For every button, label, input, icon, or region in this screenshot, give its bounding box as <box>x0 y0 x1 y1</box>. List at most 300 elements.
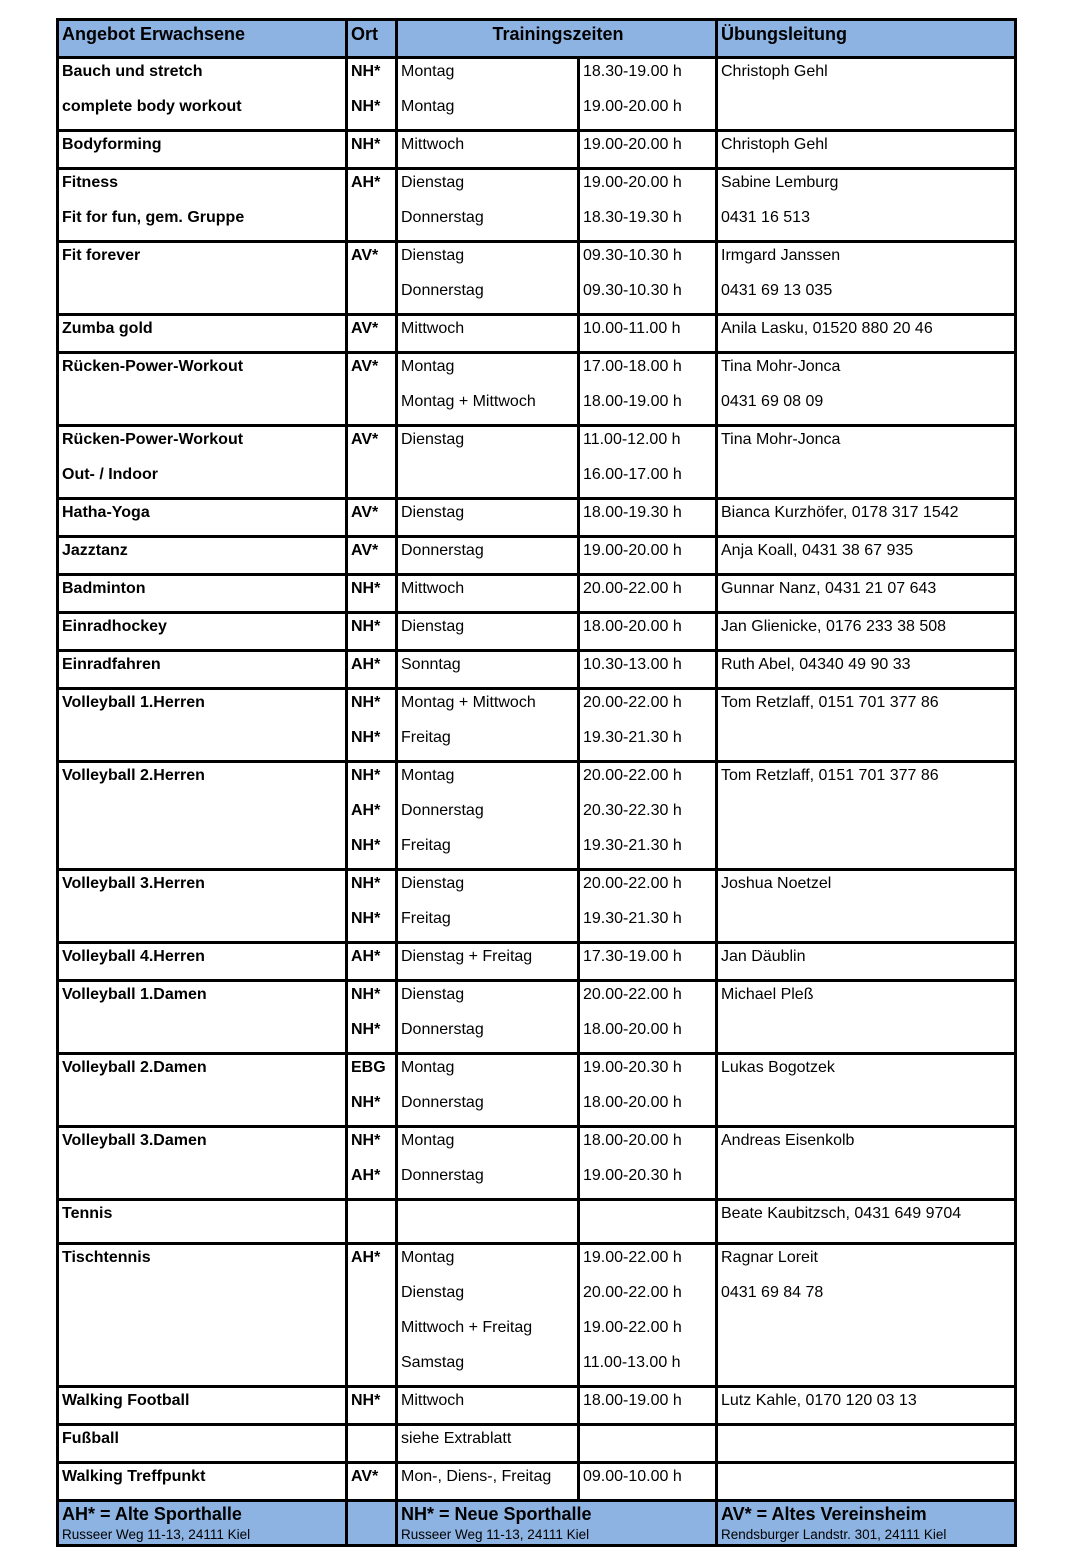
name-cell <box>58 689 347 762</box>
table-row <box>58 1387 1016 1425</box>
name-text: Volleyball 4.Herren <box>62 948 205 965</box>
ort-text: AV* <box>351 1468 379 1485</box>
day-text: Dienstag <box>401 174 465 191</box>
name-cell <box>58 870 347 943</box>
ort-cell <box>347 943 397 981</box>
time-cell <box>579 1127 717 1200</box>
ort-cell <box>347 1387 397 1425</box>
leader-text: Bianca Kurzhöfer, 0178 317 1542 <box>721 504 959 521</box>
day-cell <box>397 242 579 315</box>
name-cell <box>58 762 347 870</box>
legend-ah <box>58 1501 347 1546</box>
day-text: Donnerstag <box>401 1167 484 1184</box>
day-text: Montag <box>401 63 455 80</box>
leader-cell <box>717 1127 1016 1200</box>
day-cell <box>397 651 579 689</box>
leader-text: Christoph Gehl <box>721 63 828 80</box>
ort-cell <box>347 1244 397 1387</box>
day-text: Dienstag + Freitag <box>401 948 533 965</box>
leader-cell <box>717 499 1016 537</box>
leader-cell <box>717 1054 1016 1127</box>
time-text: 20.00-22.00 h <box>583 580 682 597</box>
ort-cell <box>347 242 397 315</box>
ort-text: AV* <box>351 542 379 559</box>
day-cell <box>397 1054 579 1127</box>
leader-cell <box>717 689 1016 762</box>
time-cell <box>579 169 717 242</box>
table-row <box>58 870 1016 943</box>
name-text: Zumba gold <box>62 320 153 337</box>
name-text: Rücken-Power-Workout <box>62 358 244 375</box>
ort-cell <box>347 353 397 426</box>
name-text: Volleyball 3.Damen <box>62 1132 207 1149</box>
day-text: Montag <box>401 767 455 784</box>
day-cell <box>397 613 579 651</box>
leader-text: Anila Lasku, 01520 880 20 46 <box>721 320 933 337</box>
time-text: 20.00-22.00 h <box>583 986 682 1003</box>
leader-text: Tom Retzlaff, 0151 701 377 86 <box>721 767 939 784</box>
day-cell <box>397 1244 579 1387</box>
time-cell <box>579 131 717 169</box>
day-text: Mittwoch <box>401 320 465 337</box>
legend-empty <box>347 1501 397 1546</box>
leader-text: 0431 16 513 <box>721 209 810 226</box>
header-times: Trainingszeiten <box>397 20 717 58</box>
day-text: Dienstag <box>401 618 465 635</box>
table-row <box>58 689 1016 762</box>
time-text: 11.00-12.00 h <box>583 431 681 448</box>
table-row <box>58 762 1016 870</box>
time-text: 18.00-19.00 h <box>583 393 682 410</box>
leader-text: Tom Retzlaff, 0151 701 377 86 <box>721 694 939 711</box>
day-text: Freitag <box>401 910 451 927</box>
time-text: 19.00-20.30 h <box>583 1059 682 1076</box>
name-cell <box>58 1244 347 1387</box>
ort-cell <box>347 762 397 870</box>
ort-cell <box>347 169 397 242</box>
ort-text: NH* <box>351 694 381 711</box>
name-cell <box>58 242 347 315</box>
ort-text: AV* <box>351 504 379 521</box>
name-cell <box>58 499 347 537</box>
ort-text: AV* <box>351 247 379 264</box>
time-text: 10.00-11.00 h <box>583 320 681 337</box>
name-cell <box>58 981 347 1054</box>
day-cell <box>397 315 579 353</box>
time-text: 20.00-22.00 h <box>583 1284 682 1301</box>
day-text: Dienstag <box>401 247 465 264</box>
ort-cell <box>347 575 397 613</box>
day-text: Freitag <box>401 729 451 746</box>
time-cell <box>579 426 717 499</box>
time-cell <box>579 575 717 613</box>
table-row <box>58 169 1016 242</box>
name-text: Volleyball 2.Damen <box>62 1059 207 1076</box>
ort-cell <box>347 651 397 689</box>
name-cell <box>58 1127 347 1200</box>
leader-cell <box>717 1425 1016 1463</box>
table-row <box>58 242 1016 315</box>
time-cell <box>579 1387 717 1425</box>
day-text: Montag <box>401 358 455 375</box>
day-text: Donnerstag <box>401 802 484 819</box>
leader-cell <box>717 1200 1016 1244</box>
table-row <box>58 426 1016 499</box>
time-cell <box>579 242 717 315</box>
ort-text: AH* <box>351 1249 381 1266</box>
leader-text: Irmgard Janssen <box>721 247 841 264</box>
day-cell <box>397 943 579 981</box>
day-text: Mittwoch <box>401 580 465 597</box>
legend-nh <box>397 1501 717 1546</box>
time-text: 11.00-13.00 h <box>583 1354 681 1371</box>
time-text: 19.30-21.30 h <box>583 910 682 927</box>
leader-text: Jan Däublin <box>721 948 806 965</box>
ort-text: AH* <box>351 802 381 819</box>
leader-text: Michael Pleß <box>721 986 814 1003</box>
table-row <box>58 651 1016 689</box>
header-leader: Übungsleitung <box>717 20 1016 58</box>
name-cell <box>58 575 347 613</box>
leader-text: Andreas Eisenkolb <box>721 1132 855 1149</box>
day-cell <box>397 353 579 426</box>
table-row <box>58 1054 1016 1127</box>
table-row <box>58 131 1016 169</box>
time-text: 20.00-22.00 h <box>583 767 682 784</box>
time-text: 19.00-22.00 h <box>583 1249 682 1266</box>
day-text: Dienstag <box>401 986 465 1003</box>
ort-text: NH* <box>351 1094 381 1111</box>
leader-text: Jan Glienicke, 0176 233 38 508 <box>721 618 947 635</box>
leader-cell <box>717 1387 1016 1425</box>
day-text: Donnerstag <box>401 1094 484 1111</box>
time-cell <box>579 58 717 131</box>
day-text: Donnerstag <box>401 282 484 299</box>
time-text: 19.00-20.00 h <box>583 98 682 115</box>
leader-text: 0431 69 84 78 <box>721 1284 824 1301</box>
day-cell <box>397 499 579 537</box>
day-text: Montag <box>401 98 455 115</box>
leader-text: Sabine Lemburg <box>721 174 839 191</box>
day-cell <box>397 762 579 870</box>
ort-cell <box>347 1054 397 1127</box>
name-text: Out- / Indoor <box>62 466 158 483</box>
ort-text: NH* <box>351 1392 381 1409</box>
ort-cell <box>347 131 397 169</box>
name-cell <box>58 1054 347 1127</box>
legend-av-title: AV* = Altes Vereinsheim <box>721 1504 927 1524</box>
ort-text: AH* <box>351 948 381 965</box>
table-row <box>58 1244 1016 1387</box>
day-text: Montag + Mittwoch <box>401 393 536 410</box>
day-cell <box>397 689 579 762</box>
name-text: Tischtennis <box>62 1249 151 1266</box>
ort-cell <box>347 58 397 131</box>
ort-cell <box>347 315 397 353</box>
table-body <box>58 58 1016 1501</box>
day-text: Donnerstag <box>401 209 484 226</box>
day-cell <box>397 1127 579 1200</box>
table-row <box>58 499 1016 537</box>
time-text: 19.00-22.00 h <box>583 1319 682 1336</box>
table-row <box>58 613 1016 651</box>
leader-text: Joshua Noetzel <box>721 875 832 892</box>
name-cell <box>58 353 347 426</box>
header-offer: Angebot Erwachsene <box>58 20 347 58</box>
leader-cell <box>717 169 1016 242</box>
leader-text: Gunnar Nanz, 0431 21 07 643 <box>721 580 937 597</box>
time-text: 19.30-21.30 h <box>583 837 682 854</box>
ort-text: NH* <box>351 1132 381 1149</box>
leader-text: 0431 69 08 09 <box>721 393 824 410</box>
ort-cell <box>347 426 397 499</box>
legend-nh-address: Russeer Weg 11-13, 24111 Kiel <box>401 1527 590 1542</box>
time-text: 18.00-20.00 h <box>583 1132 682 1149</box>
table-row <box>58 1200 1016 1244</box>
time-text: 19.00-20.00 h <box>583 174 682 191</box>
table-row <box>58 575 1016 613</box>
ort-cell <box>347 1200 397 1244</box>
table-row <box>58 981 1016 1054</box>
name-text: Volleyball 2.Herren <box>62 767 205 784</box>
day-text: Dienstag <box>401 1284 465 1301</box>
leader-cell <box>717 537 1016 575</box>
time-cell <box>579 981 717 1054</box>
leader-cell <box>717 575 1016 613</box>
day-cell <box>397 1463 579 1501</box>
time-text: 18.30-19.30 h <box>583 209 682 226</box>
day-cell <box>397 1387 579 1425</box>
time-text: 19.30-21.30 h <box>583 729 682 746</box>
leader-cell <box>717 242 1016 315</box>
time-text: 20.00-22.00 h <box>583 694 682 711</box>
name-cell <box>58 1463 347 1501</box>
leader-text: Ragnar Loreit <box>721 1249 818 1266</box>
name-text: Einradfahren <box>62 656 161 673</box>
ort-text: AV* <box>351 358 379 375</box>
leader-text: Lutz Kahle, 0170 120 03 13 <box>721 1392 917 1409</box>
time-text: 10.30-13.00 h <box>583 656 682 673</box>
ort-cell <box>347 613 397 651</box>
table-row <box>58 315 1016 353</box>
name-text: Rücken-Power-Workout <box>62 431 244 448</box>
time-text: 16.00-17.00 h <box>583 466 682 483</box>
day-text: Donnerstag <box>401 542 484 559</box>
day-text: Dienstag <box>401 504 465 521</box>
time-cell <box>579 1463 717 1501</box>
day-text: Montag <box>401 1249 455 1266</box>
name-cell <box>58 537 347 575</box>
leader-text: Ruth Abel, 04340 49 90 33 <box>721 656 911 673</box>
ort-text: NH* <box>351 875 381 892</box>
leader-cell <box>717 1244 1016 1387</box>
ort-text: NH* <box>351 910 381 927</box>
leader-cell <box>717 762 1016 870</box>
name-cell <box>58 1425 347 1463</box>
time-cell <box>579 537 717 575</box>
ort-cell <box>347 1463 397 1501</box>
time-text: 09.00-10.00 h <box>583 1468 682 1485</box>
time-text: 17.00-18.00 h <box>583 358 682 375</box>
time-cell <box>579 613 717 651</box>
time-text: 19.00-20.00 h <box>583 136 682 153</box>
name-text: Hatha-Yoga <box>62 504 150 521</box>
time-text: 18.00-19.30 h <box>583 504 682 521</box>
name-text: Fit forever <box>62 247 141 264</box>
leader-cell <box>717 651 1016 689</box>
leader-cell <box>717 58 1016 131</box>
day-cell <box>397 537 579 575</box>
day-text: Samstag <box>401 1354 465 1371</box>
table-row <box>58 537 1016 575</box>
day-cell <box>397 575 579 613</box>
name-cell <box>58 426 347 499</box>
ort-text: NH* <box>351 580 381 597</box>
day-cell <box>397 981 579 1054</box>
day-cell <box>397 426 579 499</box>
day-cell <box>397 58 579 131</box>
time-cell <box>579 1425 717 1463</box>
leader-cell <box>717 870 1016 943</box>
name-text: Bauch und stretch <box>62 63 203 80</box>
name-text: Jazztanz <box>62 542 128 559</box>
time-cell <box>579 870 717 943</box>
day-text: Dienstag <box>401 875 465 892</box>
leader-text: Beate Kaubitzsch, 0431 649 9704 <box>721 1205 962 1222</box>
time-text: 20.00-22.00 h <box>583 875 682 892</box>
leader-text: Christoph Gehl <box>721 136 828 153</box>
name-text: Volleyball 1.Damen <box>62 986 207 1003</box>
name-cell <box>58 315 347 353</box>
name-text: Fitness <box>62 174 119 191</box>
day-text: Freitag <box>401 837 451 854</box>
ort-text: NH* <box>351 618 381 635</box>
ort-text: AV* <box>351 320 379 337</box>
ort-text: NH* <box>351 767 381 784</box>
time-cell <box>579 943 717 981</box>
name-cell <box>58 1200 347 1244</box>
ort-cell <box>347 870 397 943</box>
time-cell <box>579 1200 717 1244</box>
leader-cell <box>717 943 1016 981</box>
time-cell <box>579 689 717 762</box>
time-cell <box>579 1244 717 1387</box>
ort-cell <box>347 499 397 537</box>
table-header-row <box>58 20 1016 58</box>
day-text: siehe Extrablatt <box>401 1430 512 1447</box>
time-text: 18.30-19.00 h <box>583 63 682 80</box>
day-text: Montag <box>401 1132 455 1149</box>
ort-text: NH* <box>351 1021 381 1038</box>
ort-text: AH* <box>351 656 381 673</box>
name-text: Bodyforming <box>62 136 162 153</box>
time-text: 18.00-20.00 h <box>583 1021 682 1038</box>
day-text: Montag <box>401 1059 455 1076</box>
time-cell <box>579 762 717 870</box>
legend-ah-address: Russeer Weg 11-13, 24111 Kiel <box>62 1527 251 1542</box>
day-text: Mittwoch <box>401 136 465 153</box>
leader-cell <box>717 131 1016 169</box>
table-row <box>58 943 1016 981</box>
day-text: Montag + Mittwoch <box>401 694 536 711</box>
table-row <box>58 353 1016 426</box>
legend-ah-title: AH* = Alte Sporthalle <box>62 1504 242 1524</box>
leader-text: Tina Mohr-Jonca <box>721 358 841 375</box>
table-row <box>58 1463 1016 1501</box>
leader-text: 0431 69 13 035 <box>721 282 833 299</box>
leader-cell <box>717 981 1016 1054</box>
table-row <box>58 1425 1016 1463</box>
day-text: Mittwoch + Freitag <box>401 1319 533 1336</box>
ort-cell <box>347 537 397 575</box>
legend-row <box>58 1501 1016 1546</box>
name-text: Volleyball 1.Herren <box>62 694 205 711</box>
name-text: Volleyball 3.Herren <box>62 875 205 892</box>
name-cell <box>58 943 347 981</box>
name-cell <box>58 58 347 131</box>
leader-cell <box>717 315 1016 353</box>
name-text: Fit for fun, gem. Gruppe <box>62 209 245 226</box>
legend-nh-title: NH* = Neue Sporthalle <box>401 1504 592 1524</box>
name-text: Einradhockey <box>62 618 167 635</box>
day-text: Sonntag <box>401 656 461 673</box>
day-text: Mon-, Diens-, Freitag <box>401 1468 552 1485</box>
ort-text: EBG <box>351 1059 386 1076</box>
time-text: 09.30-10.30 h <box>583 247 682 264</box>
ort-text: NH* <box>351 98 381 115</box>
time-text: 18.00-20.00 h <box>583 1094 682 1111</box>
ort-text: AH* <box>351 174 381 191</box>
name-cell <box>58 131 347 169</box>
time-cell <box>579 353 717 426</box>
name-cell <box>58 613 347 651</box>
leader-cell <box>717 1463 1016 1501</box>
name-text: Fußball <box>62 1430 119 1447</box>
table-row <box>58 58 1016 131</box>
leader-cell <box>717 613 1016 651</box>
ort-cell <box>347 1425 397 1463</box>
leader-cell <box>717 426 1016 499</box>
name-cell <box>58 651 347 689</box>
name-text: Walking Football <box>62 1392 190 1409</box>
time-text: 19.00-20.30 h <box>583 1167 682 1184</box>
name-cell <box>58 1387 347 1425</box>
training-schedule-table <box>56 18 1017 1547</box>
name-text: Badminton <box>62 580 146 597</box>
day-text: Dienstag <box>401 431 465 448</box>
legend-av <box>717 1501 1016 1546</box>
table-row <box>58 1127 1016 1200</box>
time-cell <box>579 499 717 537</box>
ort-cell <box>347 981 397 1054</box>
legend-av-address: Rendsburger Landstr. 301, 24111 Kiel <box>721 1527 947 1542</box>
ort-text: NH* <box>351 63 381 80</box>
time-cell <box>579 1054 717 1127</box>
ort-text: NH* <box>351 986 381 1003</box>
day-cell <box>397 870 579 943</box>
time-cell <box>579 651 717 689</box>
time-text: 20.30-22.30 h <box>583 802 682 819</box>
time-text: 18.00-20.00 h <box>583 618 682 635</box>
day-text: Donnerstag <box>401 1021 484 1038</box>
header-place: Ort <box>347 20 397 58</box>
ort-text: NH* <box>351 136 381 153</box>
name-text: complete body workout <box>62 98 242 115</box>
day-cell <box>397 1200 579 1244</box>
time-text: 17.30-19.00 h <box>583 948 682 965</box>
ort-cell <box>347 689 397 762</box>
time-text: 19.00-20.00 h <box>583 542 682 559</box>
